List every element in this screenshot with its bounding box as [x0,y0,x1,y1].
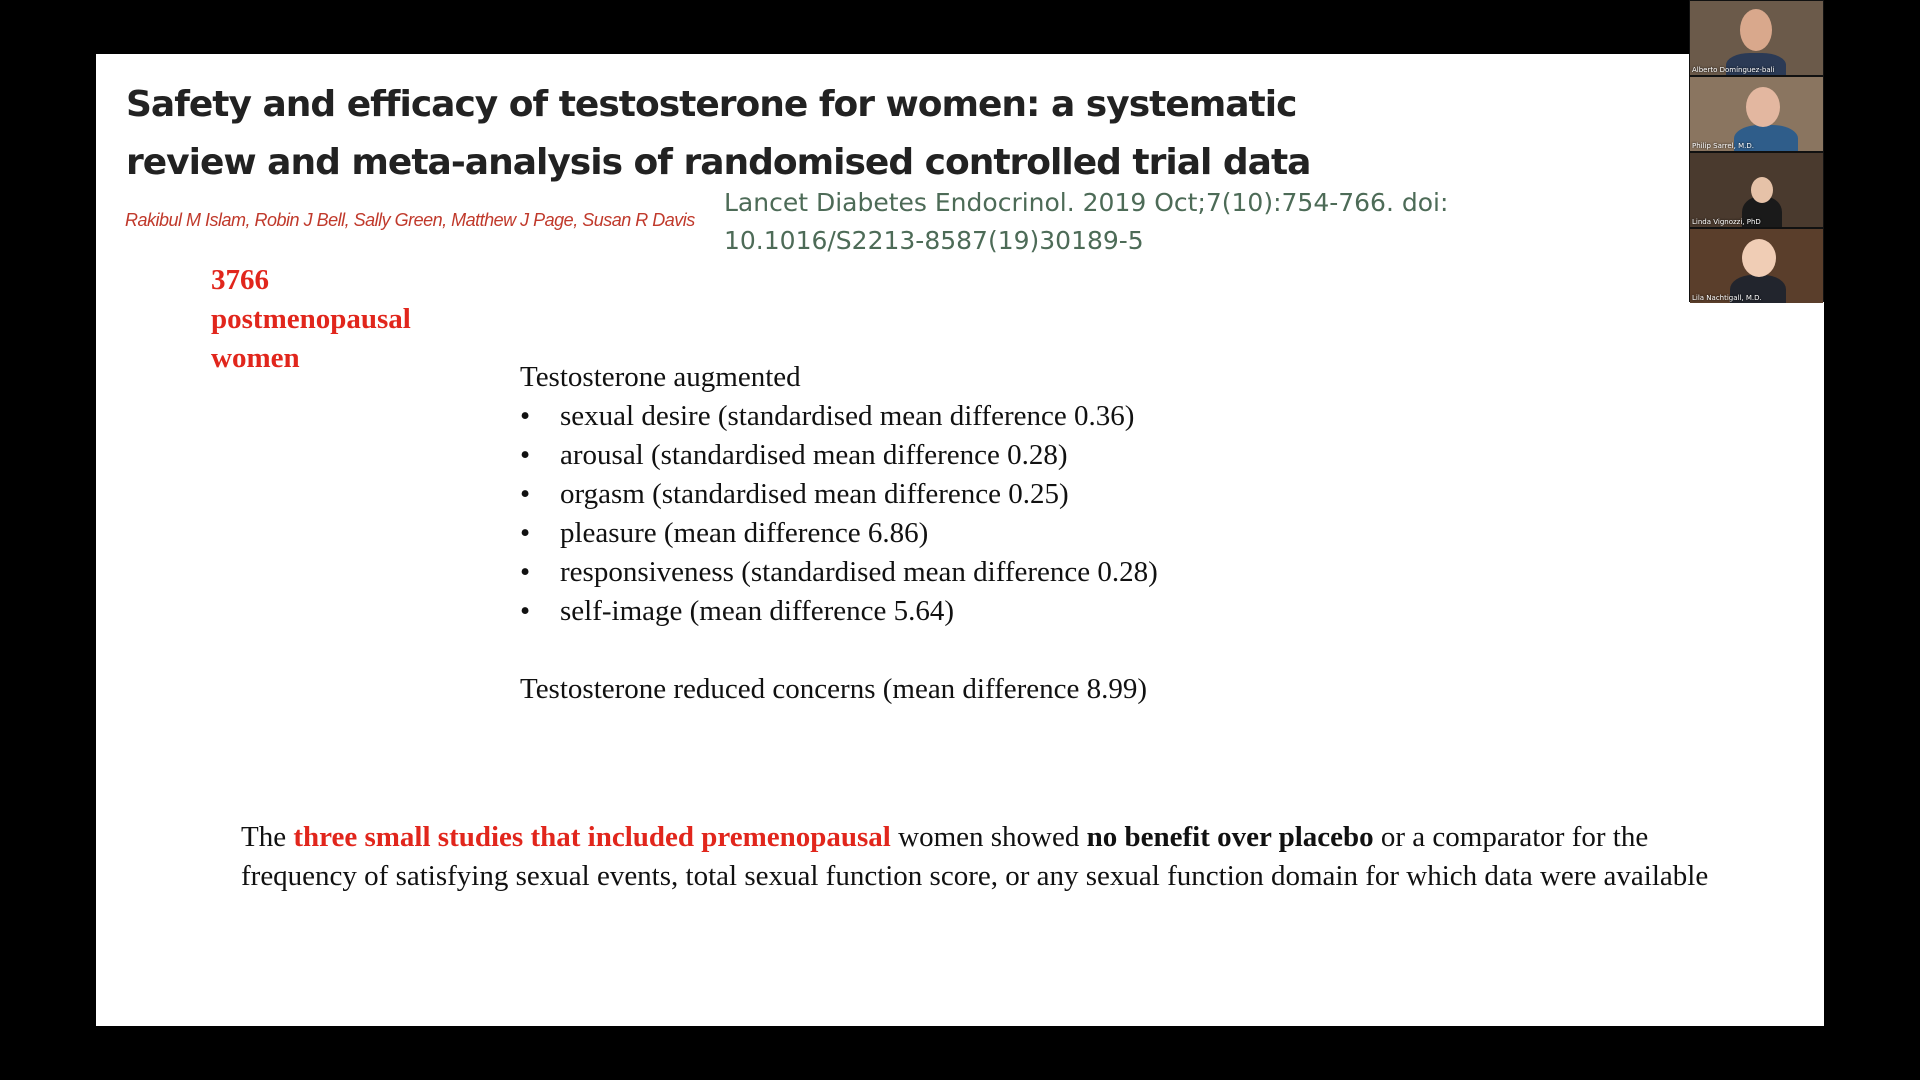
participant-tile[interactable] [1690,153,1823,227]
finding-item: • sexual desire (standardised mean difference 0.36) [520,397,1158,436]
highlight-no-benefit: no benefit over placebo [1086,821,1374,853]
population-type: postmenopausal [211,303,411,335]
bullet-icon: • [520,556,531,588]
highlight-premenopausal: three small studies that included premenopausal [293,821,891,853]
participant-head [1740,9,1772,51]
finding-item: • pleasure (mean difference 6.86) [520,514,1158,553]
finding-item: • orgasm (standardised mean difference 0.25) [520,475,1158,514]
participant-tile[interactable] [1690,229,1823,303]
participant-head [1746,87,1780,127]
finding-item: • arousal (standardised mean difference 0.28) [520,436,1158,475]
findings-block [520,358,1158,709]
reduced-concerns: Testosterone reduced concerns (mean difference 8.99) [520,673,1148,705]
participant-head [1742,239,1776,277]
participant-name: Philip Sarrel, M.D. [1692,142,1754,150]
population-count: 3766 [211,264,269,296]
presentation-slide [96,54,1824,1026]
participant-name: Linda Vignozzi, PhD [1692,218,1761,226]
bullet-icon: • [520,400,531,432]
bullet-icon: • [520,517,531,549]
slide-title [126,76,1426,192]
population-women: women [211,342,300,374]
title-line-2: review and meta-analysis of randomised controlled trial data [126,142,1311,183]
citation-line-2: 10.1016/S2213-8587(19)30189-5 [724,226,1144,255]
participant-name: Lila Nachtigall, M.D. [1692,294,1762,302]
bullet-icon: • [520,478,531,510]
participant-tile[interactable] [1690,1,1823,75]
finding-item: • self-image (mean difference 5.64) [520,592,1158,631]
population-label [211,261,411,378]
bullet-icon: • [520,595,531,627]
participant-head [1751,177,1773,203]
participant-name: Alberto Domínguez-bali [1692,66,1775,74]
conclusion-text: The three small studies that included premenopausal women showed no benefit over placebo or a comparator for the frequency of satisfying sexual events, total sexual function score, or any sexual function domain for which data were available [241,821,1709,892]
findings-list [520,397,1158,631]
citation [724,184,1544,260]
citation-line-1: Lancet Diabetes Endocrinol. 2019 Oct;7(10):754-766. doi: [724,188,1449,217]
findings-heading: Testosterone augmented [520,361,801,393]
participant-video-strip [1689,0,1824,302]
participant-tile[interactable] [1690,77,1823,151]
title-line-1: Safety and efficacy of testosterone for women: a systematic [126,84,1297,125]
authors: Rakibul M Islam, Robin J Bell, Sally Green, Matthew J Page, Susan R Davis [125,210,695,230]
finding-item: • responsiveness (standardised mean difference 0.28) [520,553,1158,592]
bullet-icon: • [520,439,531,471]
